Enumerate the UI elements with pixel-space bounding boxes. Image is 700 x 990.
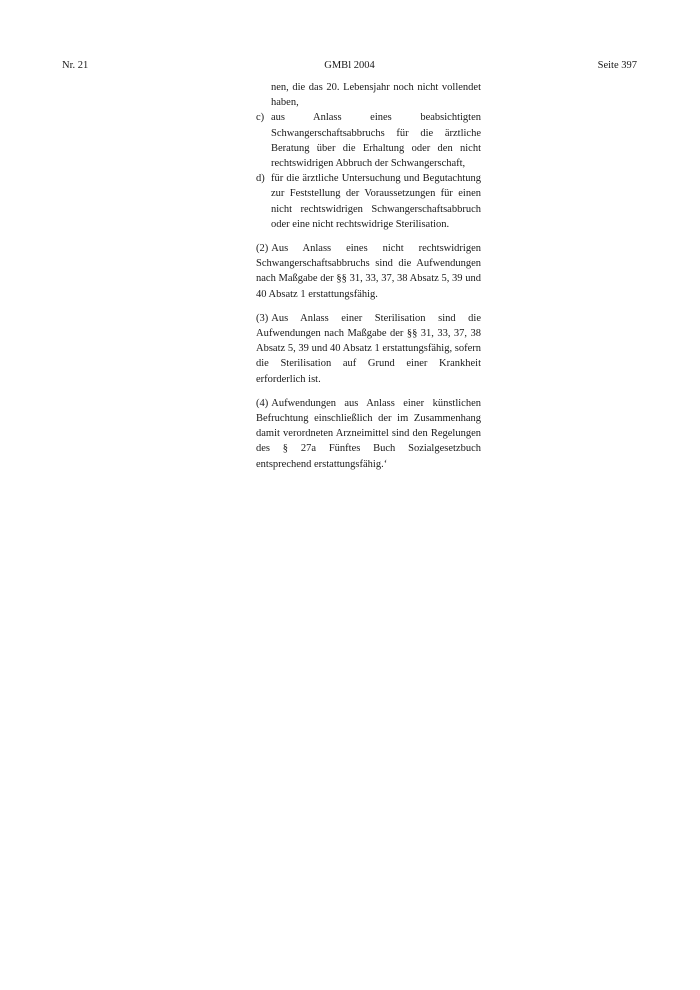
- paragraph-number: (3): [256, 312, 269, 324]
- list-item-c: [256, 110, 481, 171]
- paragraph-4: [256, 396, 481, 472]
- page-number: Seite 397: [597, 60, 637, 71]
- list-item-text: für die ärztliche Untersuchung und Begutachtung zur Feststellung der Voraussetzungen für einen nicht rechtswidrigen Schwangerschaftsabbruch oder eine nicht rechtswidrige Sterilisation.: [271, 173, 481, 230]
- paragraph-3: [256, 311, 481, 387]
- list-item-letter: c): [256, 112, 265, 124]
- continuation-text: nen, die das 20. Lebensjahr noch nicht vollendet haben,: [271, 82, 481, 109]
- paragraph-2: [256, 241, 481, 302]
- paragraph-text: Aus Anlass einer Sterilisation sind die Aufwendungen nach Maßgabe der §§ 31, 33, 37, 38 Absatz 5, 39 und 40 Absatz 1 erstattungsfähig, sofern die Sterilisation auf Grund einer Krankheit erforderlich ist.: [256, 312, 481, 385]
- lettered-list: [256, 110, 481, 232]
- paragraph-text: Aufwendungen aus Anlass einer künstlichen Befruchtung einschließlich der im Zusammenhang damit verordneten Arzneimittel sind den Regelungen des § 27a Fünftes Buch Sozialgesetzbuch entsprechend erstattungsfähig.‘: [256, 397, 481, 470]
- paragraph-number: (4): [256, 397, 269, 409]
- journal-title: GMBl 2004: [324, 60, 375, 71]
- paragraph-number: (2): [256, 243, 269, 255]
- text-column: [256, 80, 481, 472]
- list-item-d: [256, 171, 481, 232]
- page-header: [62, 58, 637, 74]
- issue-number: Nr. 21: [62, 60, 89, 71]
- list-item-text: aus Anlass eines beabsichtigten Schwangerschaftsabbruchs für die ärztliche Beratung über die Erhaltung oder den nicht rechtswidrigen Abbruch der Schwangerschaft,: [271, 112, 481, 170]
- list-item-letter: d): [256, 173, 265, 185]
- paragraph-text: Aus Anlass eines nicht rechtswidrigen Schwangerschaftsabbruchs sind die Aufwendungen nach Maßgabe der §§ 31, 33, 37, 38 Absatz 5, 39 und 40 Absatz 1 erstattungsfähig.: [256, 243, 481, 300]
